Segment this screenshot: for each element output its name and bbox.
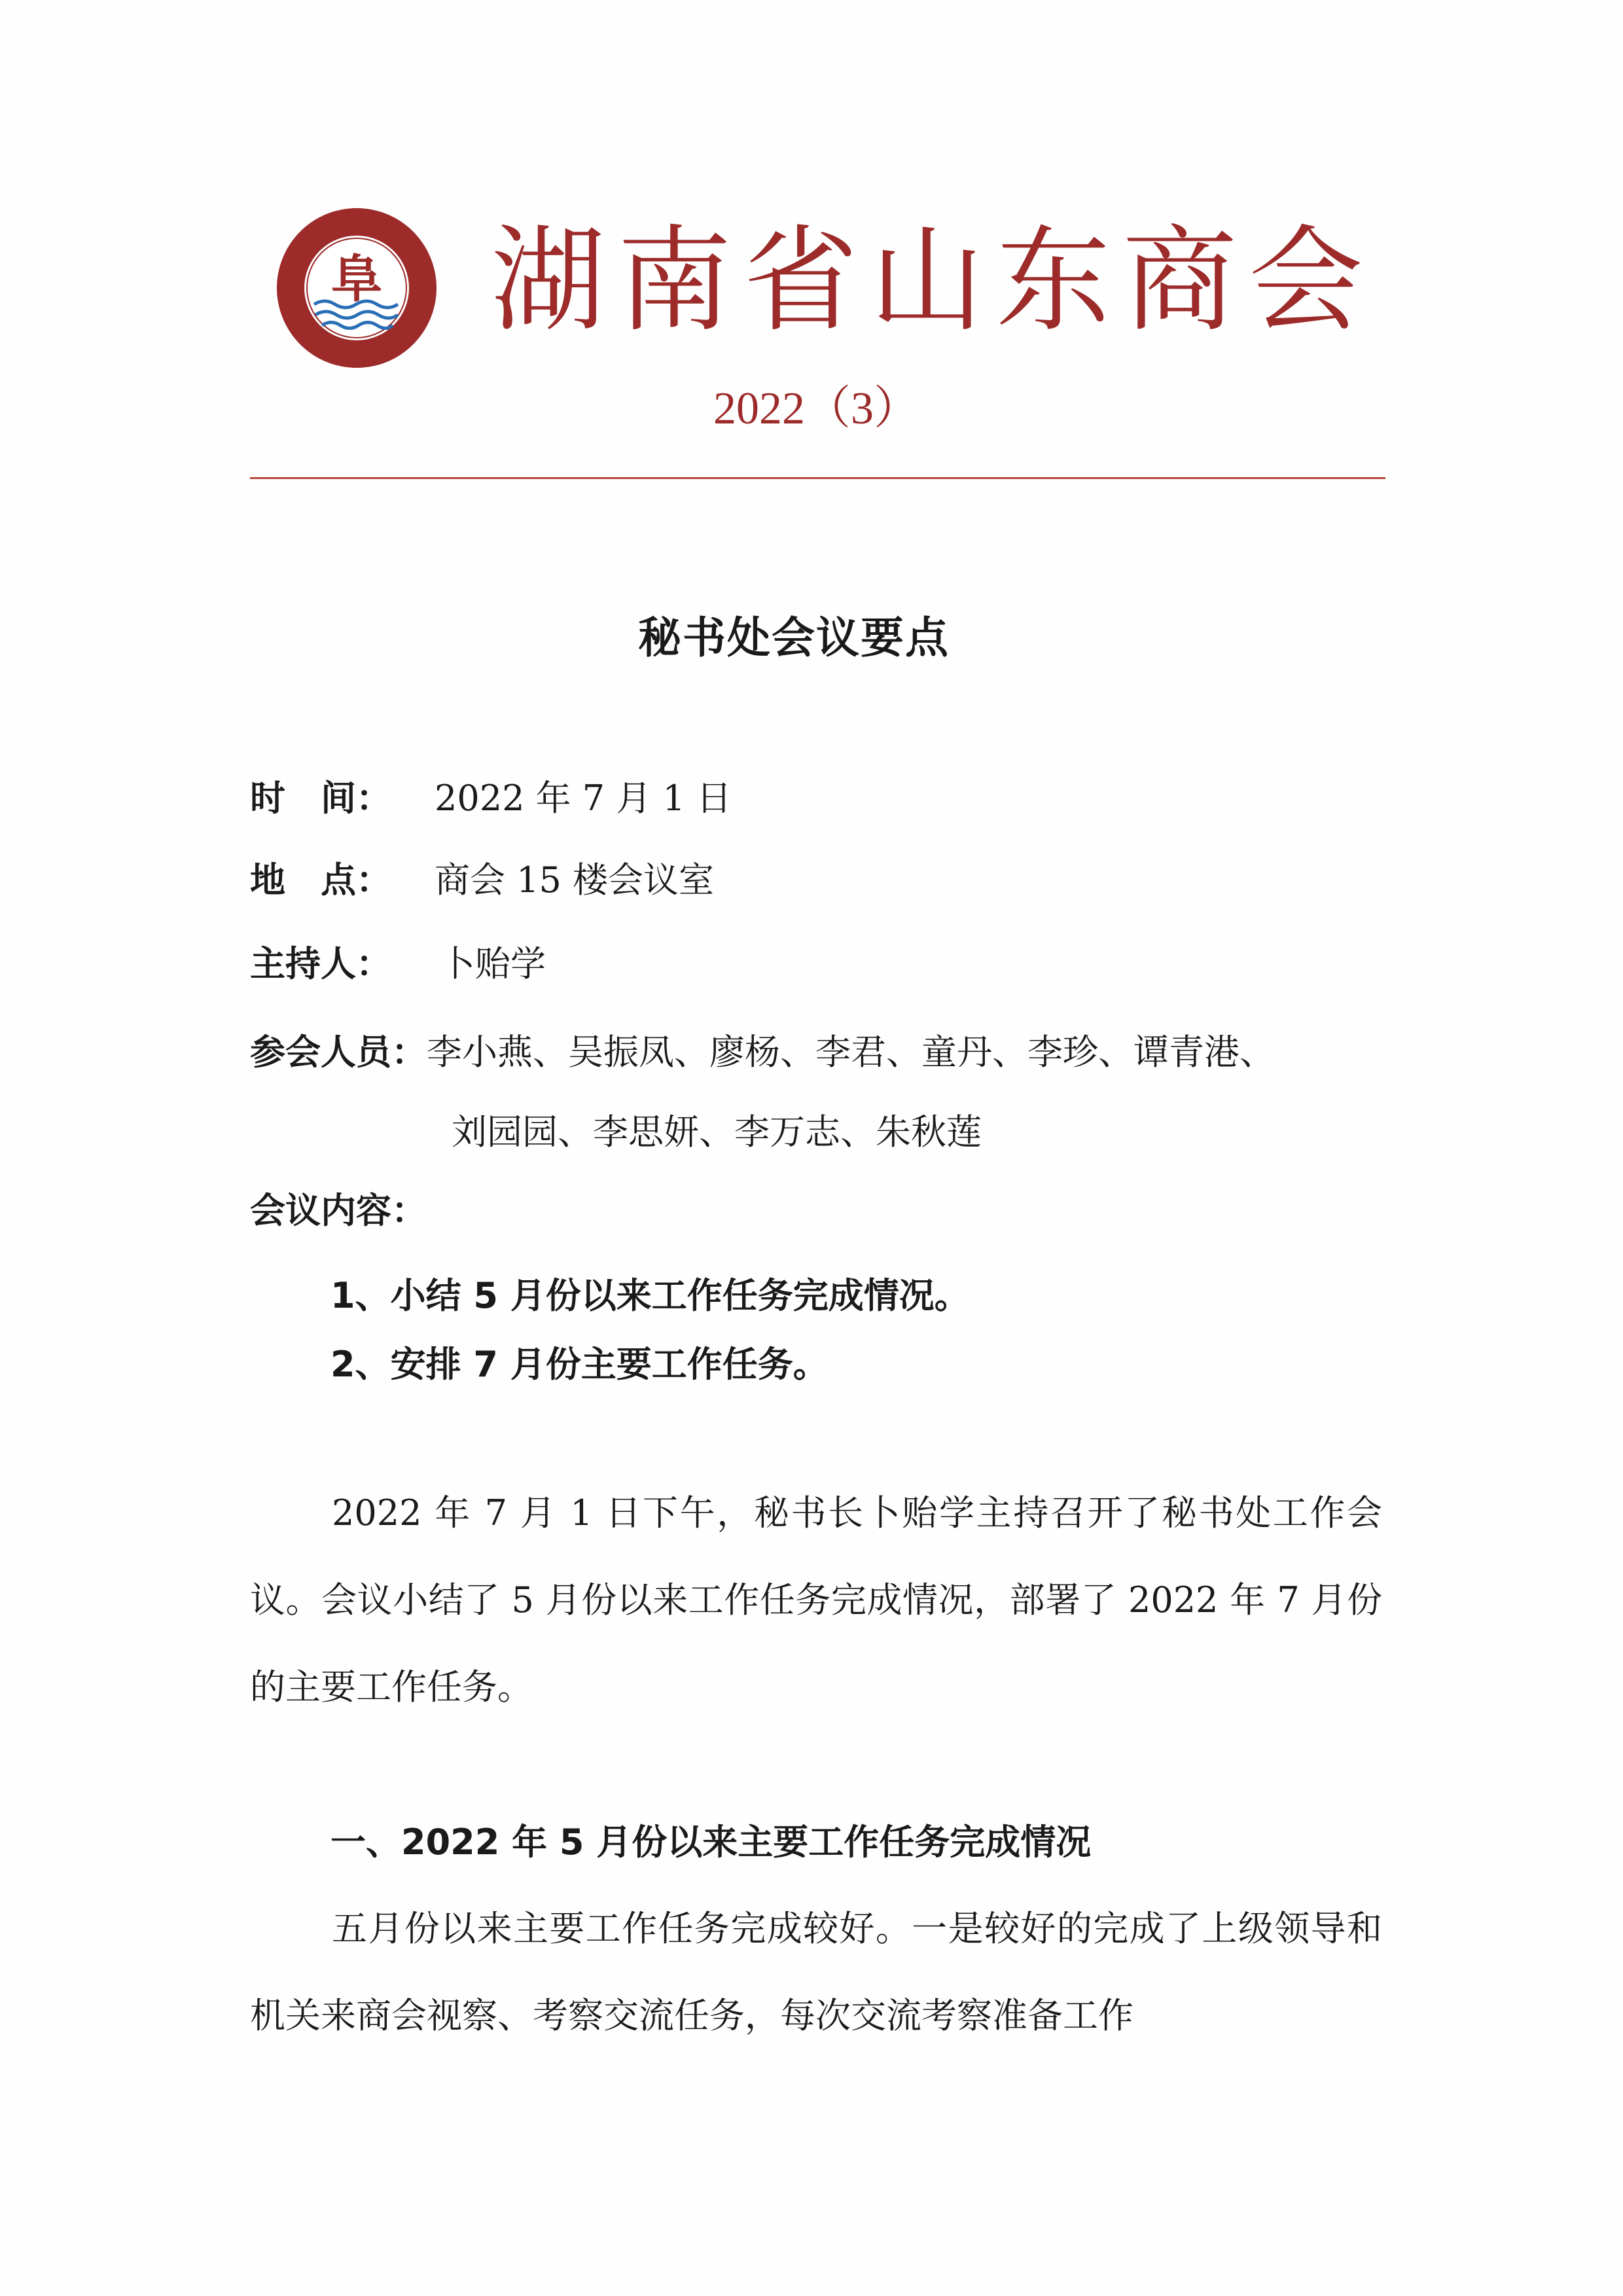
meeting-content-row bbox=[250, 1185, 427, 1237]
organization-name: 湖南省山东商会 bbox=[491, 215, 1375, 348]
section-1-paragraph: 五月份以来主要工作任务完成较好。一是较好的完成了上级领导和机关来商会视察、考察交流任务，每次交流考察准备工作 bbox=[250, 1908, 1382, 2036]
section-1-heading: 一、2022 年 5 月份以来主要工作任务完成情况 bbox=[330, 1821, 1092, 1863]
attendees-row bbox=[250, 1026, 1275, 1079]
content-label: 会议内容： bbox=[250, 1190, 427, 1231]
attendees-line-2: 刘园园、李思妍、李万志、朱秋莲 bbox=[452, 1111, 982, 1153]
attendees-label: 参会人员： bbox=[250, 1031, 427, 1073]
agenda-item-1: 1、小结 5 月份以来工作任务完成情况。 bbox=[330, 1275, 970, 1316]
meeting-time-row bbox=[250, 772, 732, 825]
intro-paragraph: 2022 年 7 月 1 日下午，秘书长卜贻学主持召开了秘书处工作会议。会议小结了 5 月份以来工作任务完成情况，部署了 2022 年 7 月份的主要工作任务。 bbox=[250, 1492, 1382, 1708]
host-value: 卜贻学 bbox=[440, 943, 546, 984]
header-divider bbox=[250, 477, 1385, 479]
attendees-row-continued bbox=[452, 1106, 982, 1158]
logo-center-glyph: 阜 bbox=[330, 249, 383, 309]
agenda-item-2: 2、安排 7 月份主要工作任务。 bbox=[330, 1344, 829, 1385]
issue-number: 2022（3） bbox=[713, 384, 919, 434]
place-label: 地 点： bbox=[250, 859, 391, 901]
chamber-logo bbox=[275, 206, 438, 370]
place-value: 商会 15 楼会议室 bbox=[435, 859, 715, 901]
document-title: 秘书处会议要点 bbox=[638, 613, 950, 663]
meeting-place-row bbox=[250, 854, 714, 906]
attendees-line-1: 李小燕、吴振凤、廖杨、李君、童丹、李珍、谭青港、 bbox=[427, 1031, 1275, 1073]
time-label: 时 间： bbox=[250, 778, 391, 819]
time-value: 2022 年 7 月 1 日 bbox=[435, 778, 732, 819]
host-label: 主持人： bbox=[250, 943, 391, 984]
meeting-host-row bbox=[250, 938, 546, 990]
